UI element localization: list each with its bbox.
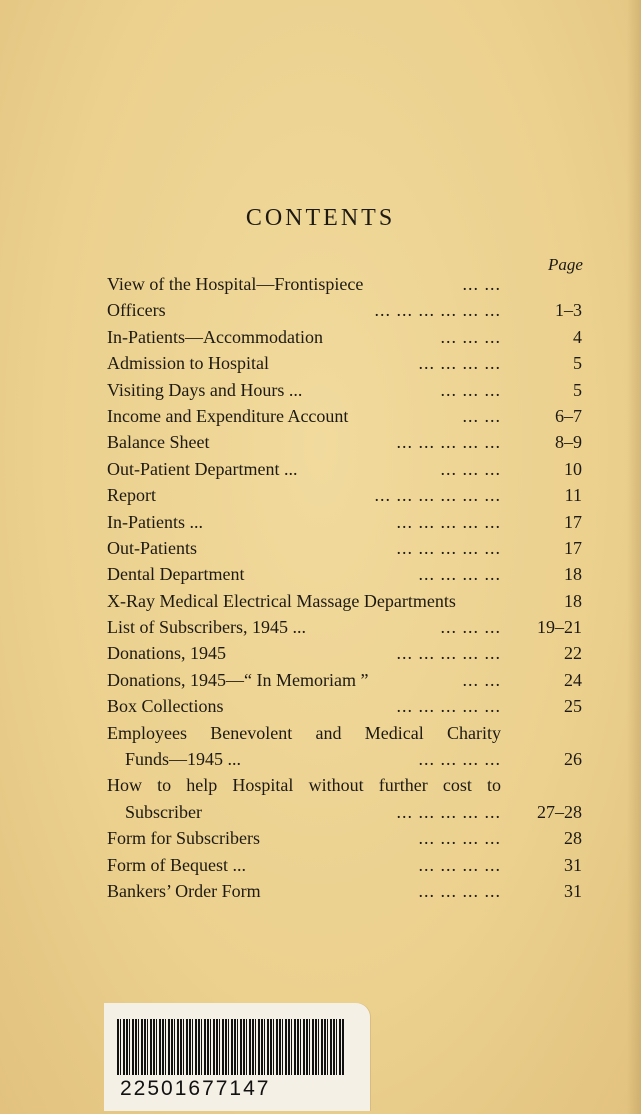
toc-leader: ... ... (462, 669, 501, 690)
toc-page-number: 19–21 (537, 617, 582, 638)
toc-page-number: 27–28 (537, 801, 582, 822)
barcode-label (104, 1003, 370, 1111)
toc-page-number: 10 (564, 458, 582, 479)
toc-page-number: 8–9 (555, 432, 582, 453)
toc-entry (107, 693, 582, 719)
toc-entry-label: Form for Subscribers (107, 828, 260, 849)
toc-entry-label-line2: Funds—1945 ... (125, 749, 242, 770)
toc-page-number: 11 (564, 485, 582, 506)
toc-page-number: 28 (564, 828, 582, 849)
toc-entry (107, 377, 582, 403)
toc-leader: ... ... ... (440, 379, 501, 400)
toc-entry (107, 482, 582, 508)
toc-entry-label: Balance Sheet (107, 432, 210, 453)
toc-page-number: 26 (564, 749, 582, 770)
toc-page-number: 6–7 (555, 405, 582, 426)
toc-entry-label: Donations, 1945 (107, 643, 226, 664)
toc-entry (107, 403, 582, 429)
toc-entry (107, 614, 582, 640)
toc-page-number: 4 (573, 326, 582, 347)
toc-leader: ... ... ... ... ... ... (374, 485, 501, 506)
toc-entry-label: Out-Patients (107, 537, 197, 558)
toc-leader: ... ... ... ... ... (396, 696, 501, 717)
toc-entry-label: Donations, 1945—“ In Memoriam ” (107, 669, 369, 690)
page-column-heading: Page (548, 255, 583, 274)
toc-entry-label: Form of Bequest ... (107, 854, 246, 875)
toc-entry (107, 324, 582, 350)
toc-entry-label: Visiting Days and Hours ... (107, 379, 303, 400)
toc-entry-label: Dental Department (107, 564, 245, 585)
table-of-contents (107, 271, 582, 904)
toc-entry (107, 297, 582, 323)
toc-leader: ... ... ... ... (418, 749, 501, 770)
toc-page-number: 18 (564, 564, 582, 585)
toc-entry-label: In-Patients—Accommodation (107, 326, 323, 347)
toc-page-number: 5 (573, 353, 582, 374)
toc-entry (107, 271, 582, 297)
toc-leader: ... ... ... ... ... ... (374, 300, 501, 321)
toc-entry-label: Box Collections (107, 696, 224, 717)
toc-entry (107, 588, 582, 614)
toc-leader: ... ... ... ... (418, 854, 501, 875)
toc-leader: ... ... ... (440, 458, 501, 479)
toc-entry (107, 535, 582, 561)
toc-page-number: 31 (564, 881, 582, 902)
toc-entry-label-line1: How to help Hospital without further cost to (107, 775, 501, 796)
toc-page-number: 17 (564, 511, 582, 532)
toc-entry (107, 561, 582, 587)
toc-entry (107, 878, 582, 904)
toc-leader: ... ... ... ... ... (396, 801, 501, 822)
barcode-bars (117, 1019, 345, 1075)
toc-entry-label: List of Subscribers, 1945 ... (107, 617, 306, 638)
toc-entry-multiline (107, 720, 582, 773)
page-title: CONTENTS (245, 205, 396, 231)
toc-leader: ... ... ... ... ... (396, 643, 501, 664)
toc-leader: ... ... ... ... ... (396, 432, 501, 453)
toc-entry-label: Report (107, 485, 156, 506)
toc-entry-multiline (107, 772, 582, 825)
page-edge-shadow (627, 0, 641, 1114)
toc-entry-label: Out-Patient Department ... (107, 458, 298, 479)
toc-leader: ... ... ... ... (418, 881, 501, 902)
toc-entry-label-line2: Subscriber (125, 801, 202, 822)
toc-page-number: 25 (564, 696, 582, 717)
toc-page-number: 22 (564, 643, 582, 664)
toc-leader: ... ... ... (440, 617, 501, 638)
toc-entry-label: Bankers’ Order Form (107, 881, 261, 902)
toc-page-number: 18 (564, 590, 582, 611)
toc-entry (107, 350, 582, 376)
toc-entry-label: Officers (107, 300, 166, 321)
toc-entry (107, 852, 582, 878)
toc-entry (107, 667, 582, 693)
toc-entry-label: Admission to Hospital (107, 353, 270, 374)
toc-entry (107, 825, 582, 851)
toc-leader: ... ... (462, 274, 501, 294)
toc-leader: ... ... ... ... (418, 828, 501, 849)
toc-entry (107, 456, 582, 482)
toc-page-number: 31 (564, 854, 582, 875)
toc-entry (107, 640, 582, 666)
toc-entry-label-line1: Employees Benevolent and Medical Charity (107, 722, 501, 743)
toc-leader: ... ... ... ... (418, 564, 501, 585)
toc-entry-label: X-Ray Medical Electrical Massage Departments (107, 590, 456, 611)
toc-entry-label: In-Patients ... (107, 511, 203, 532)
toc-entry-label: Income and Expenditure Account (107, 405, 349, 426)
toc-leader: ... ... ... ... (418, 353, 501, 374)
toc-entry-label: View of the Hospital—Frontispiece (107, 274, 364, 294)
toc-entry (107, 429, 582, 455)
toc-page-number: 17 (564, 537, 582, 558)
toc-leader: ... ... (462, 405, 501, 426)
toc-leader: ... ... ... ... ... (396, 511, 501, 532)
toc-page-number: 1–3 (555, 300, 582, 321)
toc-leader: ... ... ... (440, 326, 501, 347)
toc-entry (107, 509, 582, 535)
toc-page-number: 24 (564, 669, 582, 690)
barcode-number: 22501677147 (120, 1077, 271, 1100)
toc-page-number: 5 (573, 379, 582, 400)
toc-leader: ... ... ... ... ... (396, 537, 501, 558)
